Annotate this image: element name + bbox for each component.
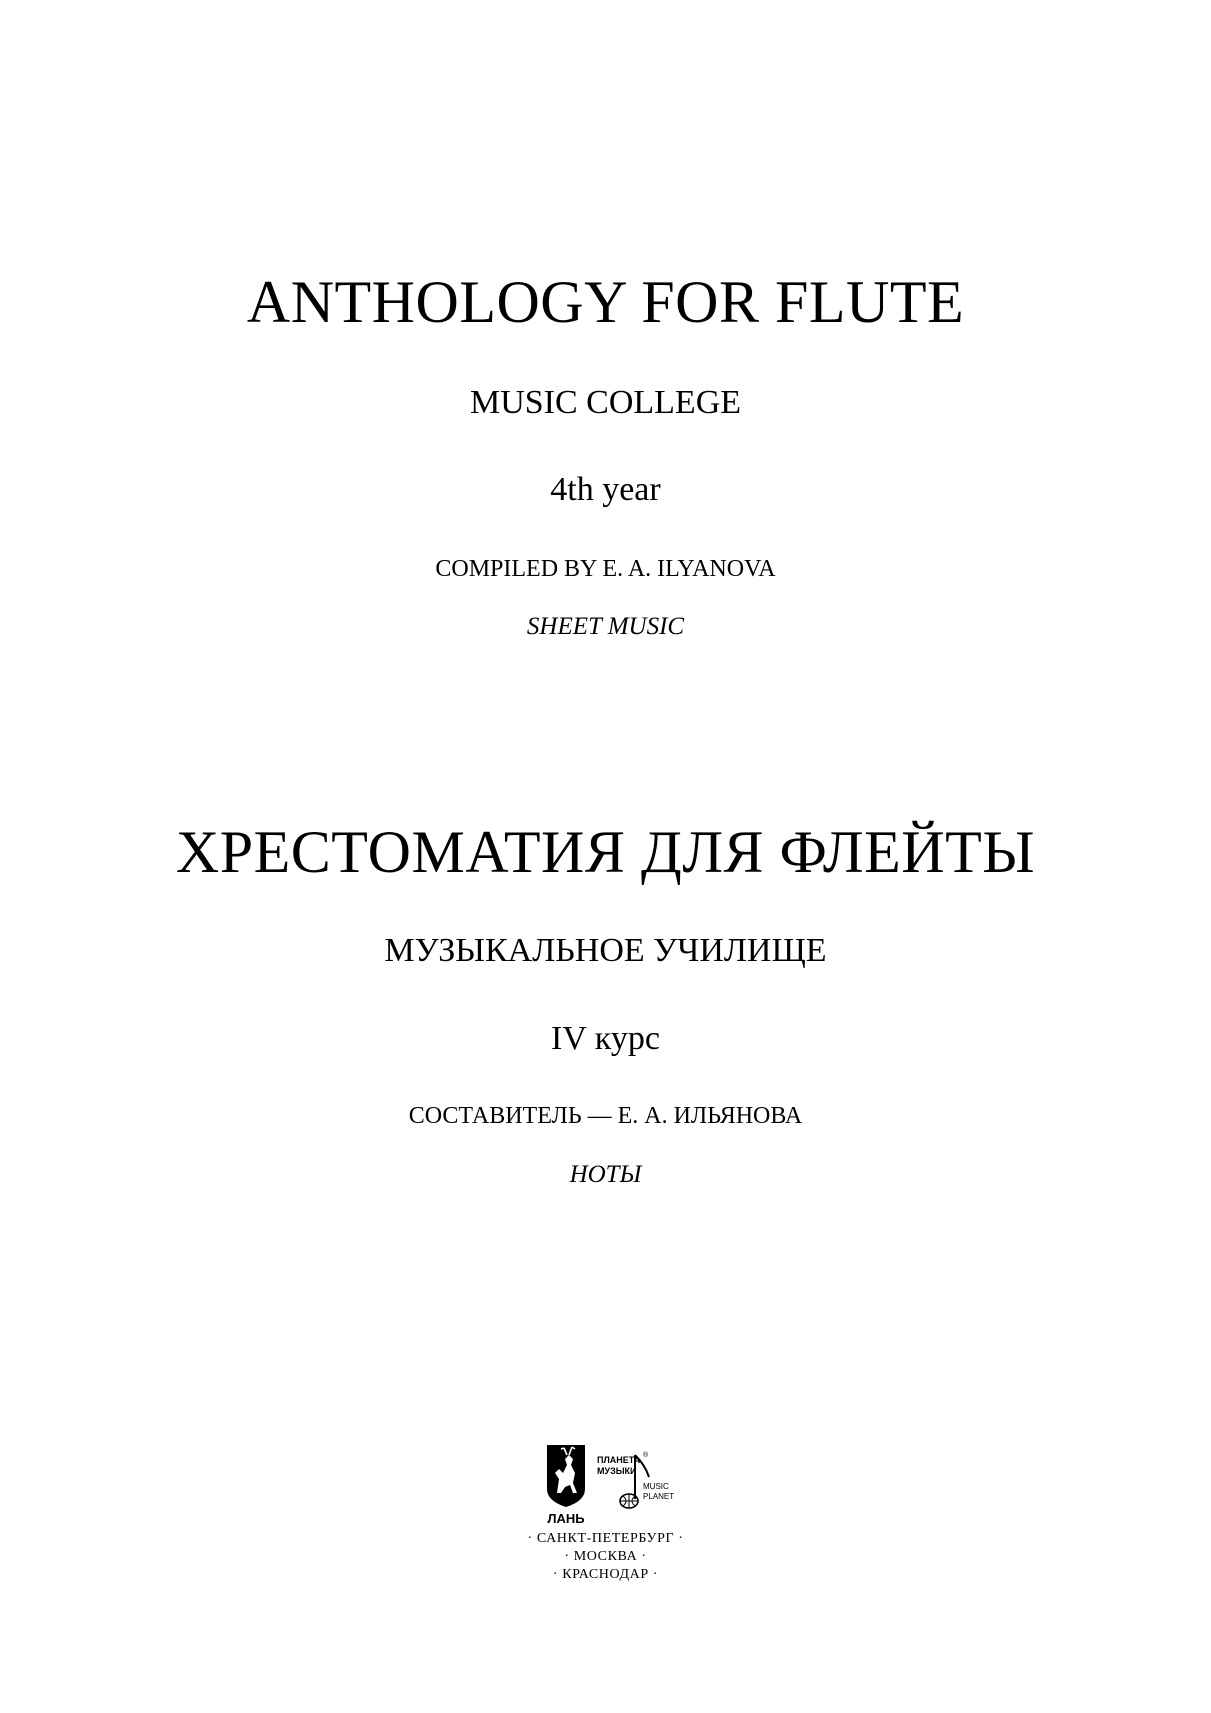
svg-text:ЛАНЬ: ЛАНЬ [547,1511,585,1526]
russian-year: IV курс [551,1020,660,1057]
english-compiler: COMPILED BY E. A. ILYANOVA [435,556,776,582]
english-kind: SHEET MUSIC [526,613,685,640]
russian-subtitle: МУЗЫКАЛЬНОЕ УЧИЛИЩЕ [384,932,827,969]
svg-text:®: ® [643,1452,649,1459]
svg-text:МУЗЫКИ: МУЗЫКИ [597,1466,637,1476]
svg-text:MUSIC: MUSIC [643,1482,669,1491]
publisher-logo-graphic [545,1443,685,1527]
english-year: 4th year [550,471,661,508]
music-planet-logo-icon [597,1451,674,1508]
publisher-city-saint-petersburg: · САНКТ-ПЕТЕРБУРГ · [527,1531,684,1546]
english-subtitle: MUSIC COLLEGE [469,384,742,421]
english-title: ANTHOLOGY FOR FLUTE [246,269,965,335]
russian-compiler: СОСТАВИТЕЛЬ — Е. А. ИЛЬЯНОВА [408,1103,803,1129]
publisher-city-moscow: · МОСКВА · [564,1549,647,1564]
russian-title: ХРЕСТОМАТИЯ ДЛЯ ФЛЕЙТЫ [175,819,1036,885]
lan-logo-icon [547,1445,585,1526]
publisher-city-krasnodar: · КРАСНОДАР · [552,1567,659,1582]
svg-text:PLANET: PLANET [643,1492,675,1501]
publisher-logo [545,1443,685,1527]
russian-kind: НОТЫ [569,1161,642,1188]
svg-text:ПЛАНЕТА: ПЛАНЕТА [597,1455,641,1465]
